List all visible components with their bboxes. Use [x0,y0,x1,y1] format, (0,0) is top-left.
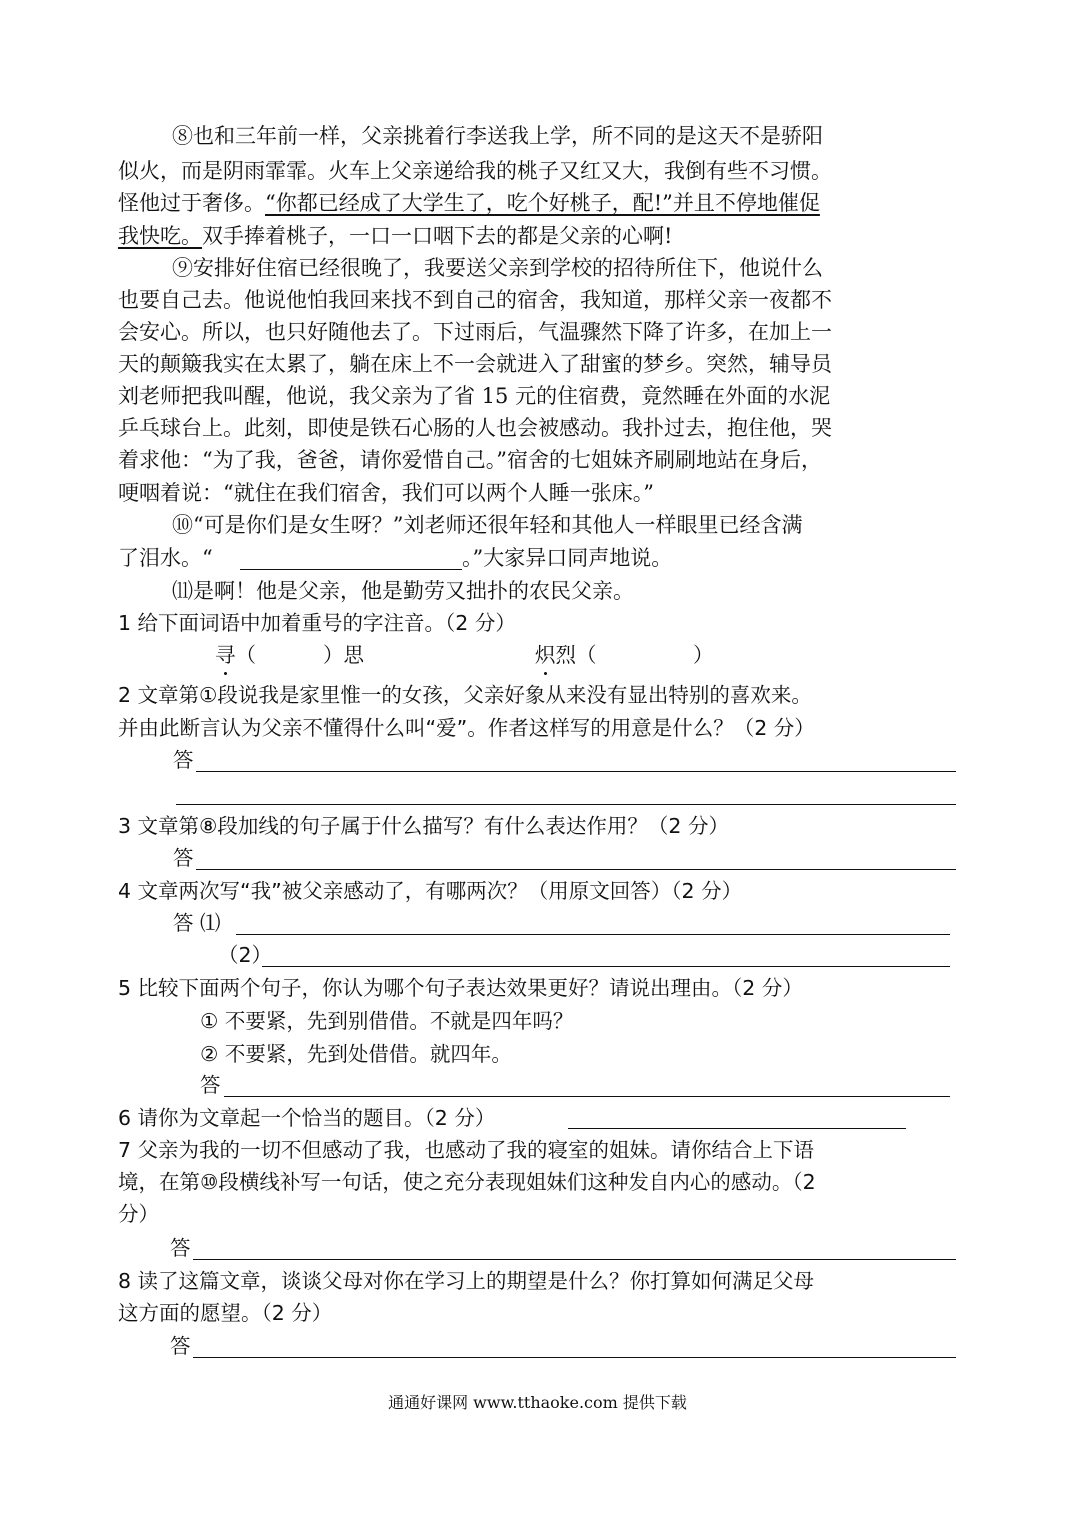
q2-answer-label: 答 [173,748,194,772]
q7-answer-line[interactable] [193,1259,956,1260]
question-1-stem: 1 给下面词语中加着重号的字注音。（2 分） [118,611,516,635]
p10-blank-line[interactable] [240,569,462,570]
passage-p9-line1: ⑨安排好住宿已经很晚了，我要送父亲到学校的招待所住下，他说什么 [172,256,823,280]
passage-p8-line2: 似火，而是阴雨霏霏。火车上父亲递给我的桃子又红又大，我倒有些不习惯。 [118,159,832,183]
passage-p9-line4: 天的颠簸我实在太累了，躺在床上不一会就进入了甜蜜的梦乡。突然，辅导员 [118,352,832,376]
q5-answer-line[interactable] [224,1096,950,1097]
emphasis-dot [544,672,547,675]
question-3-stem: 3 文章第⑧段加线的句子属于什么描写？有什么表达作用？（2 分） [118,814,729,838]
q2-answer-line[interactable] [196,771,956,772]
passage-p11: ⑾是啊！他是父亲，他是勤劳又拙扑的农民父亲。 [172,579,634,603]
passage-p9-line5: 刘老师把我叫醒，他说，我父亲为了省 15 元的住宿费，竟然睡在外面的水泥 [118,384,831,408]
question-7-stem-line1: 7 父亲为我的一切不但感动了我，也感动了我的寝室的姐妹。请你结合上下语 [118,1138,815,1162]
q2-answer-line-2[interactable] [176,804,956,805]
passage-p8-text: 怪他过于奢侈。 [118,191,265,215]
question-5-stem: 5 比较下面两个句子，你认为哪个句子表达效果更好？请说出理由。（2 分） [118,976,803,1000]
q8-answer-label: 答 [170,1334,191,1358]
q6-title-line[interactable] [568,1128,906,1129]
q8-answer-line[interactable] [193,1357,956,1358]
question-6-stem: 6 请你为文章起一个恰当的题目。（2 分） [118,1106,496,1130]
passage-p8-line1: ⑧也和三年前一样，父亲挑着行李送我上学，所不同的是这天不是骄阳 [172,124,823,148]
question-8-stem-line2: 这方面的愿望。（2 分） [118,1301,333,1325]
question-7-stem-line2: 境，在第⑩段横线补写一句话，使之充分表现姐妹们这种发自内心的感动。（2 [118,1170,816,1194]
underlined-sentence-part2: 我快吃。 [118,224,202,248]
q4-answer2-label: （2） [218,943,273,967]
q1-item2-open: 炽烈（ [535,643,597,667]
passage-p10-line2-end: 。”大家异口同声地说。 [462,546,673,570]
passage-p9-line6: 乒乓球台上。此刻，即使是铁石心肠的人也会被感动。我扑过去，抱住他，哭 [118,416,832,440]
underlined-sentence-part1: “你都已经成了大学生了，吃个好桃子，配!”并且不停地催促 [265,191,820,215]
question-4-stem: 4 文章两次写“我”被父亲感动了，有哪两次？（用原文回答）（2 分） [118,879,743,903]
q7-answer-label: 答 [170,1236,191,1260]
q5-sentence2: ② 不要紧，先到处借借。就四年。 [200,1042,512,1066]
passage-p10-line1: ⑩“可是你们是女生呀？”刘老师还很年轻和其他人一样眼里已经含满 [172,513,803,537]
footer-credit: 通通好课网 www.tthaoke.com 提供下载 [388,1393,687,1412]
q3-answer-label: 答 [173,846,194,870]
q4-answer1-label: 答 ⑴ [173,911,221,935]
passage-p9-line2: 也要自己去。他说他怕我回来找不到自己的宿舍，我知道，那样父亲一夜都不 [118,288,832,312]
question-2-stem-line2: 并由此断言认为父亲不懂得什么叫“爱”。作者这样写的用意是什么？（2 分） [118,716,815,740]
passage-p9-line8: 哽咽着说：“就住在我们宿舍，我们可以两个人睡一张床。” [118,481,654,505]
q1-item2-close: ） [693,643,714,667]
q1-item1-close: ）思 [323,643,364,667]
passage-p8-text-end: 双手捧着桃子，一口一口咽下去的都是父亲的心啊! [202,224,673,248]
q1-item1-open: 寻（ [215,643,256,667]
q4-answer2-line[interactable] [262,966,950,967]
question-8-stem-line1: 8 读了这篇文章，谈谈父母对你在学习上的期望是什么？你打算如何满足父母 [118,1269,815,1293]
q3-answer-line[interactable] [196,869,956,870]
q4-answer1-line[interactable] [236,934,950,935]
passage-p8-line3 [118,189,820,217]
emphasis-dot [224,672,227,675]
passage-p9-line7: 着求他：“为了我，爸爸，请你爱惜自己。”宿舍的七姐妹齐刷刷地站在身后， [118,448,822,472]
passage-p8-line4 [118,222,672,250]
q5-sentence1: ① 不要紧，先到别借借。不就是四年吗？ [200,1009,574,1033]
question-7-stem-line3: 分） [118,1202,159,1226]
passage-p10-line2-start: 了泪水。“ [118,546,213,570]
question-2-stem-line1: 2 文章第①段说我是家里惟一的女孩，父亲好象从来没有显出特别的喜欢来。 [118,683,812,707]
passage-p9-line3: 会安心。所以，也只好随他去了。下过雨后，气温骤然下降了许多，在加上一 [118,320,832,344]
q5-answer-label: 答 [200,1073,221,1097]
